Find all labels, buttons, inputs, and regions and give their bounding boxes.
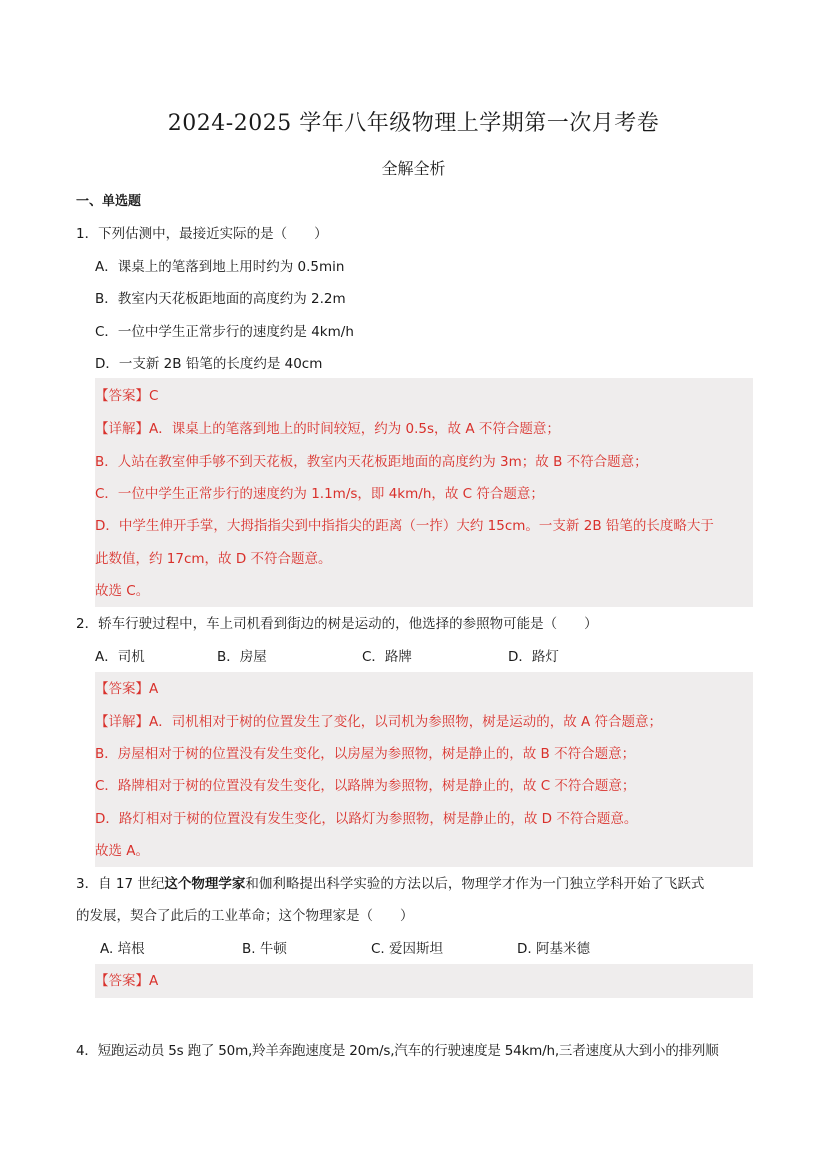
question-1-answer	[95, 386, 158, 406]
question-3-stem-cont: 的发展，契合了此后的工业革命；这个物理家是（ ）	[76, 908, 414, 924]
question-2-detail-b: B．房屋相对于树的位置没有发生变化，以房屋为参照物，树是静止的，故 B 不符合题意；	[95, 746, 636, 762]
answer-value: C	[149, 388, 159, 404]
detail-text: A．课桌上的笔落到地上的时间较短，约为 0.5s，故 A 不符合题意；	[149, 421, 560, 437]
question-1-option-a: A．课桌上的笔落到地上用时约为 0.5min	[95, 259, 345, 275]
question-3-option-a: A. 培根	[100, 941, 145, 957]
question-2-detail-d: D．路灯相对于树的位置没有发生变化，以路灯为参照物，树是静止的，故 D 不符合题意。	[95, 811, 638, 827]
detail-tag: 【详解】	[95, 714, 149, 730]
question-2-answer	[95, 679, 158, 699]
question-3-options	[95, 939, 615, 959]
answer-value: A	[149, 973, 159, 989]
question-4-stem: 4．短跑运动员 5s 跑了 50m,羚羊奔跑速度是 20m/s,汽车的行驶速度是 54km/h,三者速度从大到小的排列顺	[76, 1043, 719, 1059]
question-3-stem	[76, 874, 704, 894]
question-1-detail-d: D．中学生伸开手掌，大拇指指尖到中指指尖的距离（一拃）大约 15cm。一支新 2B 铅笔的长度略大于	[95, 518, 714, 534]
question-2-options	[95, 647, 595, 667]
answer-tag: 【答案】	[95, 388, 149, 404]
question-2-detail-a	[95, 712, 662, 732]
question-2-answer-box	[95, 672, 753, 867]
question-2-conclusion: 故选 A。	[95, 843, 150, 859]
detail-text: A．司机相对于树的位置发生了变化，以司机为参照物，树是运动的，故 A 符合题意；	[149, 714, 663, 730]
page-title: 2024-2025 学年八年级物理上学期第一次月考卷	[167, 111, 660, 136]
detail-tag: 【详解】	[95, 421, 149, 437]
question-3-answer-box	[95, 964, 753, 998]
question-3-option-b: B. 牛顿	[242, 941, 287, 957]
question-2-stem: 2．轿车行驶过程中，车上司机看到街边的树是运动的，他选择的参照物可能是（ ）	[76, 616, 598, 632]
answer-tag: 【答案】	[95, 681, 149, 697]
question-1-conclusion: 故选 C。	[95, 583, 150, 599]
question-3-answer	[95, 971, 158, 991]
answer-value: A	[149, 681, 159, 697]
stem-part-a: 3．自 17 世纪	[76, 876, 165, 892]
question-1-detail-a	[95, 419, 560, 439]
question-1-option-b: B．教室内天花板距地面的高度约为 2.2m	[95, 291, 346, 307]
answer-tag: 【答案】	[95, 973, 149, 989]
question-2-option-c: C．路牌	[362, 649, 412, 665]
question-2-option-b: B．房屋	[217, 649, 267, 665]
question-3-option-d: D. 阿基米德	[517, 941, 590, 957]
section-heading: 一、单选题	[76, 194, 142, 209]
question-1-option-c: C．一位中学生正常步行的速度约是 4km/h	[95, 324, 354, 340]
question-1-stem: 1．下列估测中，最接近实际的是（ ）	[76, 226, 328, 242]
question-1-detail-c: C．一位中学生正常步行的速度约为 1.1m/s，即 4km/h，故 C 符合题意；	[95, 486, 544, 502]
page-subtitle: 全解全析	[381, 159, 446, 178]
question-3-option-c: C. 爱因斯坦	[371, 941, 444, 957]
stem-emphasis: 这个物理学家	[164, 876, 246, 892]
stem-part-b: 和伽利略提出科学实验的方法以后，物理学才作为一门独立学科开始了飞跃式	[245, 876, 705, 892]
question-1-detail-d-cont: 此数值，约 17cm，故 D 不符合题意。	[95, 551, 332, 567]
question-2-detail-c: C．路牌相对于树的位置没有发生变化，以路牌为参照物，树是静止的，故 C 不符合题意；	[95, 778, 636, 794]
question-2-option-d: D．路灯	[508, 649, 559, 665]
question-2-option-a: A．司机	[95, 649, 145, 665]
question-1-option-d: D．一支新 2B 铅笔的长度约是 40cm	[95, 356, 323, 372]
question-1-detail-b: B．人站在教室伸手够不到天花板，教室内天花板距地面的高度约为 3m；故 B 不符合题意；	[95, 454, 648, 470]
